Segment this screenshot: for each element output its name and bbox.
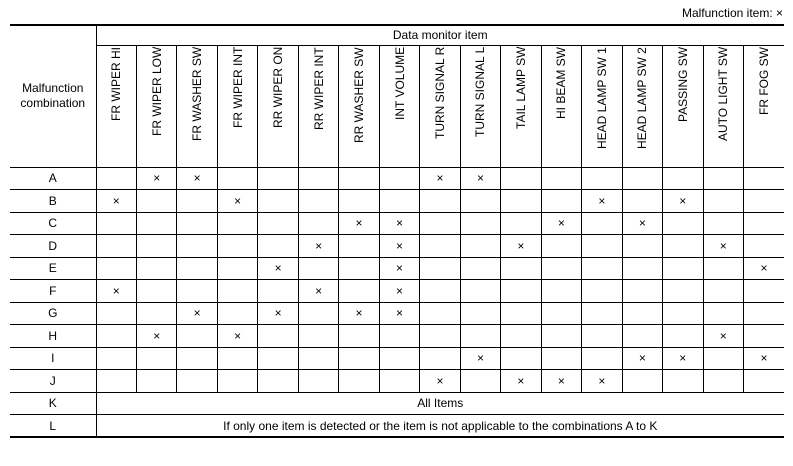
column-header-label: INT VOLUME — [392, 47, 407, 121]
empty-cell — [460, 190, 500, 213]
empty-cell — [420, 257, 460, 280]
empty-cell — [460, 370, 500, 393]
header-row-group — [10, 25, 784, 45]
empty-cell — [136, 190, 176, 213]
empty-cell — [541, 167, 581, 190]
malfunction-mark: × — [557, 373, 565, 388]
column-header-label: HEAD LAMP SW 2 — [635, 47, 650, 149]
malfunction-mark-cell — [298, 280, 338, 303]
malfunction-mark: × — [396, 306, 404, 321]
malfunction-mark-cell — [379, 212, 419, 235]
empty-cell — [258, 280, 298, 303]
empty-cell — [217, 370, 257, 393]
malfunction-mark-cell — [663, 190, 703, 213]
empty-cell — [460, 212, 500, 235]
malfunction-mark-cell — [622, 212, 662, 235]
table-row — [10, 415, 784, 438]
malfunction-mark: × — [153, 328, 161, 343]
empty-cell — [217, 235, 257, 258]
malfunction-mark: × — [274, 261, 282, 276]
empty-cell — [258, 347, 298, 370]
empty-cell — [177, 347, 217, 370]
empty-cell — [339, 325, 379, 348]
malfunction-mark: × — [112, 193, 120, 208]
empty-cell — [622, 190, 662, 213]
legend: Malfunction item: × — [681, 6, 783, 20]
empty-cell — [217, 302, 257, 325]
empty-cell — [177, 235, 217, 258]
malfunction-mark: × — [679, 193, 687, 208]
malfunction-mark: × — [153, 171, 161, 186]
empty-cell — [622, 325, 662, 348]
malfunction-mark-cell — [379, 280, 419, 303]
malfunction-mark-cell — [541, 370, 581, 393]
empty-cell — [744, 370, 785, 393]
empty-cell — [541, 302, 581, 325]
malfunction-mark-cell — [744, 257, 785, 280]
malfunction-mark: × — [396, 216, 404, 231]
combination-label: F — [10, 280, 96, 303]
empty-cell — [703, 167, 743, 190]
empty-cell — [744, 167, 785, 190]
column-header — [501, 45, 541, 167]
empty-cell — [541, 190, 581, 213]
empty-cell — [420, 212, 460, 235]
malfunction-mark-cell — [460, 167, 500, 190]
empty-cell — [703, 302, 743, 325]
malfunction-mark-cell — [663, 347, 703, 370]
table-row — [10, 302, 784, 325]
malfunction-mark: × — [274, 306, 282, 321]
combination-label: K — [10, 392, 96, 415]
column-header-label: TURN SIGNAL R — [432, 47, 447, 140]
empty-cell — [136, 235, 176, 258]
combination-label: H — [10, 325, 96, 348]
empty-cell — [622, 167, 662, 190]
empty-cell — [420, 325, 460, 348]
empty-cell — [420, 235, 460, 258]
empty-cell — [258, 370, 298, 393]
empty-cell — [501, 347, 541, 370]
column-header — [258, 45, 298, 167]
malfunction-mark: × — [396, 261, 404, 276]
empty-cell — [96, 325, 136, 348]
empty-cell — [582, 235, 622, 258]
empty-cell — [622, 235, 662, 258]
empty-cell — [96, 212, 136, 235]
empty-cell — [541, 257, 581, 280]
empty-cell — [622, 257, 662, 280]
empty-cell — [217, 257, 257, 280]
malfunction-mark: × — [598, 373, 606, 388]
column-header — [177, 45, 217, 167]
empty-cell — [217, 347, 257, 370]
empty-cell — [177, 370, 217, 393]
malfunction-mark-cell — [177, 302, 217, 325]
empty-cell — [501, 257, 541, 280]
empty-cell — [622, 302, 662, 325]
column-header-label: RR WASHER SW — [352, 47, 367, 143]
empty-cell — [460, 325, 500, 348]
empty-cell — [541, 235, 581, 258]
column-header — [298, 45, 338, 167]
empty-cell — [582, 212, 622, 235]
spanning-note: If only one item is detected or the item is not applicable to the combinations A to K — [96, 415, 784, 438]
empty-cell — [663, 167, 703, 190]
malfunction-mark-cell — [339, 302, 379, 325]
malfunction-mark: × — [679, 351, 687, 366]
empty-cell — [136, 280, 176, 303]
empty-cell — [420, 347, 460, 370]
empty-cell — [744, 325, 785, 348]
table-row — [10, 347, 784, 370]
table-body — [10, 167, 784, 437]
empty-cell — [420, 190, 460, 213]
column-header-label: AUTO LIGHT SW — [716, 47, 731, 142]
malfunction-mark-cell — [703, 235, 743, 258]
empty-cell — [744, 235, 785, 258]
empty-cell — [582, 257, 622, 280]
column-header-label: FR FOG SW — [757, 47, 771, 115]
empty-cell — [582, 347, 622, 370]
malfunction-mark: × — [638, 216, 646, 231]
malfunction-mark-cell — [177, 167, 217, 190]
combination-label: A — [10, 167, 96, 190]
column-header-label: FR WASHER SW — [190, 47, 205, 142]
combination-label: L — [10, 415, 96, 438]
malfunction-mark-cell — [136, 325, 176, 348]
malfunction-mark-cell — [582, 370, 622, 393]
empty-cell — [501, 190, 541, 213]
column-header — [339, 45, 379, 167]
empty-cell — [663, 370, 703, 393]
malfunction-mark-cell — [501, 235, 541, 258]
empty-cell — [501, 302, 541, 325]
malfunction-mark: × — [234, 328, 242, 343]
column-header-label: PASSING SW — [675, 47, 690, 123]
empty-cell — [177, 212, 217, 235]
column-header-label: FR WIPER HI — [109, 47, 124, 121]
malfunction-mark-cell — [379, 235, 419, 258]
empty-cell — [258, 190, 298, 213]
malfunction-mark: × — [517, 238, 525, 253]
malfunction-mark: × — [476, 171, 484, 186]
empty-cell — [136, 370, 176, 393]
malfunction-mark: × — [315, 238, 323, 253]
empty-cell — [339, 190, 379, 213]
combination-label: G — [10, 302, 96, 325]
empty-cell — [136, 257, 176, 280]
malfunction-combination-table — [10, 24, 784, 438]
malfunction-mark: × — [517, 373, 525, 388]
empty-cell — [501, 167, 541, 190]
malfunction-mark: × — [436, 373, 444, 388]
column-header — [96, 45, 136, 167]
column-header-label: FR WIPER LOW — [149, 47, 164, 137]
empty-cell — [258, 325, 298, 348]
empty-cell — [582, 167, 622, 190]
malfunction-mark-cell — [582, 190, 622, 213]
row-header-malfunction-combination: Malfunction combination — [10, 25, 96, 167]
malfunction-mark: × — [112, 283, 120, 298]
empty-cell — [460, 302, 500, 325]
empty-cell — [258, 167, 298, 190]
table-row — [10, 392, 784, 415]
empty-cell — [420, 302, 460, 325]
empty-cell — [541, 347, 581, 370]
empty-cell — [96, 370, 136, 393]
table-row — [10, 280, 784, 303]
malfunction-mark-cell — [258, 302, 298, 325]
empty-cell — [663, 280, 703, 303]
table-row — [10, 235, 784, 258]
empty-cell — [339, 235, 379, 258]
table-header — [10, 25, 784, 167]
empty-cell — [339, 167, 379, 190]
empty-cell — [379, 167, 419, 190]
empty-cell — [703, 280, 743, 303]
malfunction-mark: × — [719, 238, 727, 253]
malfunction-mark: × — [557, 216, 565, 231]
empty-cell — [217, 280, 257, 303]
column-header — [460, 45, 500, 167]
empty-cell — [217, 212, 257, 235]
empty-cell — [582, 302, 622, 325]
empty-cell — [298, 167, 338, 190]
malfunction-mark: × — [396, 238, 404, 253]
column-header — [622, 45, 662, 167]
empty-cell — [460, 257, 500, 280]
empty-cell — [298, 257, 338, 280]
empty-cell — [744, 212, 785, 235]
column-header — [744, 45, 785, 167]
column-group-header: Data monitor item — [96, 25, 784, 45]
malfunction-mark-cell — [96, 190, 136, 213]
empty-cell — [96, 257, 136, 280]
empty-cell — [217, 167, 257, 190]
table-row — [10, 325, 784, 348]
empty-cell — [379, 370, 419, 393]
empty-cell — [298, 347, 338, 370]
malfunction-mark-cell — [622, 347, 662, 370]
empty-cell — [298, 370, 338, 393]
empty-cell — [501, 280, 541, 303]
empty-cell — [177, 257, 217, 280]
malfunction-mark-cell — [339, 212, 379, 235]
malfunction-mark-cell — [258, 257, 298, 280]
combination-label: B — [10, 190, 96, 213]
empty-cell — [501, 212, 541, 235]
empty-cell — [136, 347, 176, 370]
empty-cell — [339, 280, 379, 303]
column-header-row — [10, 45, 784, 167]
column-header — [420, 45, 460, 167]
malfunction-mark: × — [396, 283, 404, 298]
malfunction-mark-cell — [379, 257, 419, 280]
column-header-label: FR WIPER INT — [230, 47, 245, 129]
malfunction-mark: × — [760, 261, 768, 276]
column-header — [217, 45, 257, 167]
column-header — [541, 45, 581, 167]
empty-cell — [744, 302, 785, 325]
empty-cell — [663, 325, 703, 348]
combination-label: E — [10, 257, 96, 280]
empty-cell — [663, 302, 703, 325]
malfunction-mark: × — [193, 171, 201, 186]
table-row — [10, 190, 784, 213]
malfunction-mark-cell — [460, 347, 500, 370]
empty-cell — [96, 347, 136, 370]
malfunction-mark-cell — [703, 325, 743, 348]
empty-cell — [744, 190, 785, 213]
empty-cell — [703, 190, 743, 213]
table-row — [10, 212, 784, 235]
empty-cell — [339, 370, 379, 393]
empty-cell — [298, 190, 338, 213]
empty-cell — [339, 257, 379, 280]
empty-cell — [177, 190, 217, 213]
column-header-label: RR WIPER ON — [271, 47, 286, 129]
empty-cell — [298, 212, 338, 235]
empty-cell — [501, 325, 541, 348]
column-header — [703, 45, 743, 167]
empty-cell — [298, 325, 338, 348]
empty-cell — [582, 280, 622, 303]
empty-cell — [379, 190, 419, 213]
empty-cell — [663, 212, 703, 235]
table-row — [10, 370, 784, 393]
empty-cell — [582, 325, 622, 348]
column-header-label: HEAD LAMP SW 1 — [594, 47, 609, 149]
combination-label: D — [10, 235, 96, 258]
malfunction-mark-cell — [217, 190, 257, 213]
column-header — [136, 45, 176, 167]
empty-cell — [96, 167, 136, 190]
column-header — [663, 45, 703, 167]
malfunction-mark: × — [638, 351, 646, 366]
malfunction-mark: × — [315, 283, 323, 298]
empty-cell — [703, 257, 743, 280]
empty-cell — [460, 235, 500, 258]
empty-cell — [339, 347, 379, 370]
spanning-note: All Items — [96, 392, 784, 415]
malfunction-mark-cell — [217, 325, 257, 348]
empty-cell — [541, 280, 581, 303]
empty-cell — [541, 325, 581, 348]
malfunction-mark-cell — [420, 167, 460, 190]
empty-cell — [96, 235, 136, 258]
malfunction-mark: × — [234, 193, 242, 208]
combination-label: J — [10, 370, 96, 393]
column-header — [582, 45, 622, 167]
empty-cell — [298, 302, 338, 325]
combination-label: I — [10, 347, 96, 370]
malfunction-mark-cell — [96, 280, 136, 303]
column-header — [379, 45, 419, 167]
column-header-label: TURN SIGNAL L — [473, 47, 488, 138]
malfunction-mark-cell — [744, 347, 785, 370]
empty-cell — [703, 212, 743, 235]
malfunction-mark-cell — [501, 370, 541, 393]
malfunction-mark-cell — [420, 370, 460, 393]
empty-cell — [663, 235, 703, 258]
malfunction-mark: × — [476, 351, 484, 366]
empty-cell — [663, 257, 703, 280]
empty-cell — [744, 280, 785, 303]
combination-label: C — [10, 212, 96, 235]
empty-cell — [258, 212, 298, 235]
empty-cell — [177, 325, 217, 348]
malfunction-mark: × — [760, 351, 768, 366]
empty-cell — [177, 280, 217, 303]
malfunction-mark: × — [355, 216, 363, 231]
column-header-label: HI BEAM SW — [554, 47, 569, 120]
malfunction-mark: × — [193, 306, 201, 321]
malfunction-mark-cell — [298, 235, 338, 258]
malfunction-mark: × — [598, 193, 606, 208]
table-row — [10, 257, 784, 280]
column-header-label: TAIL LAMP SW — [513, 47, 528, 130]
empty-cell — [258, 235, 298, 258]
empty-cell — [379, 347, 419, 370]
empty-cell — [136, 302, 176, 325]
malfunction-mark: × — [719, 328, 727, 343]
table-row — [10, 167, 784, 190]
malfunction-mark: × — [355, 306, 363, 321]
empty-cell — [136, 212, 176, 235]
empty-cell — [96, 302, 136, 325]
empty-cell — [460, 280, 500, 303]
malfunction-mark-cell — [379, 302, 419, 325]
malfunction-mark: × — [436, 171, 444, 186]
column-header-label: RR WIPER INT — [311, 47, 326, 130]
empty-cell — [703, 370, 743, 393]
empty-cell — [379, 325, 419, 348]
malfunction-mark-cell — [136, 167, 176, 190]
empty-cell — [622, 280, 662, 303]
empty-cell — [703, 347, 743, 370]
malfunction-mark-cell — [541, 212, 581, 235]
empty-cell — [622, 370, 662, 393]
empty-cell — [420, 280, 460, 303]
